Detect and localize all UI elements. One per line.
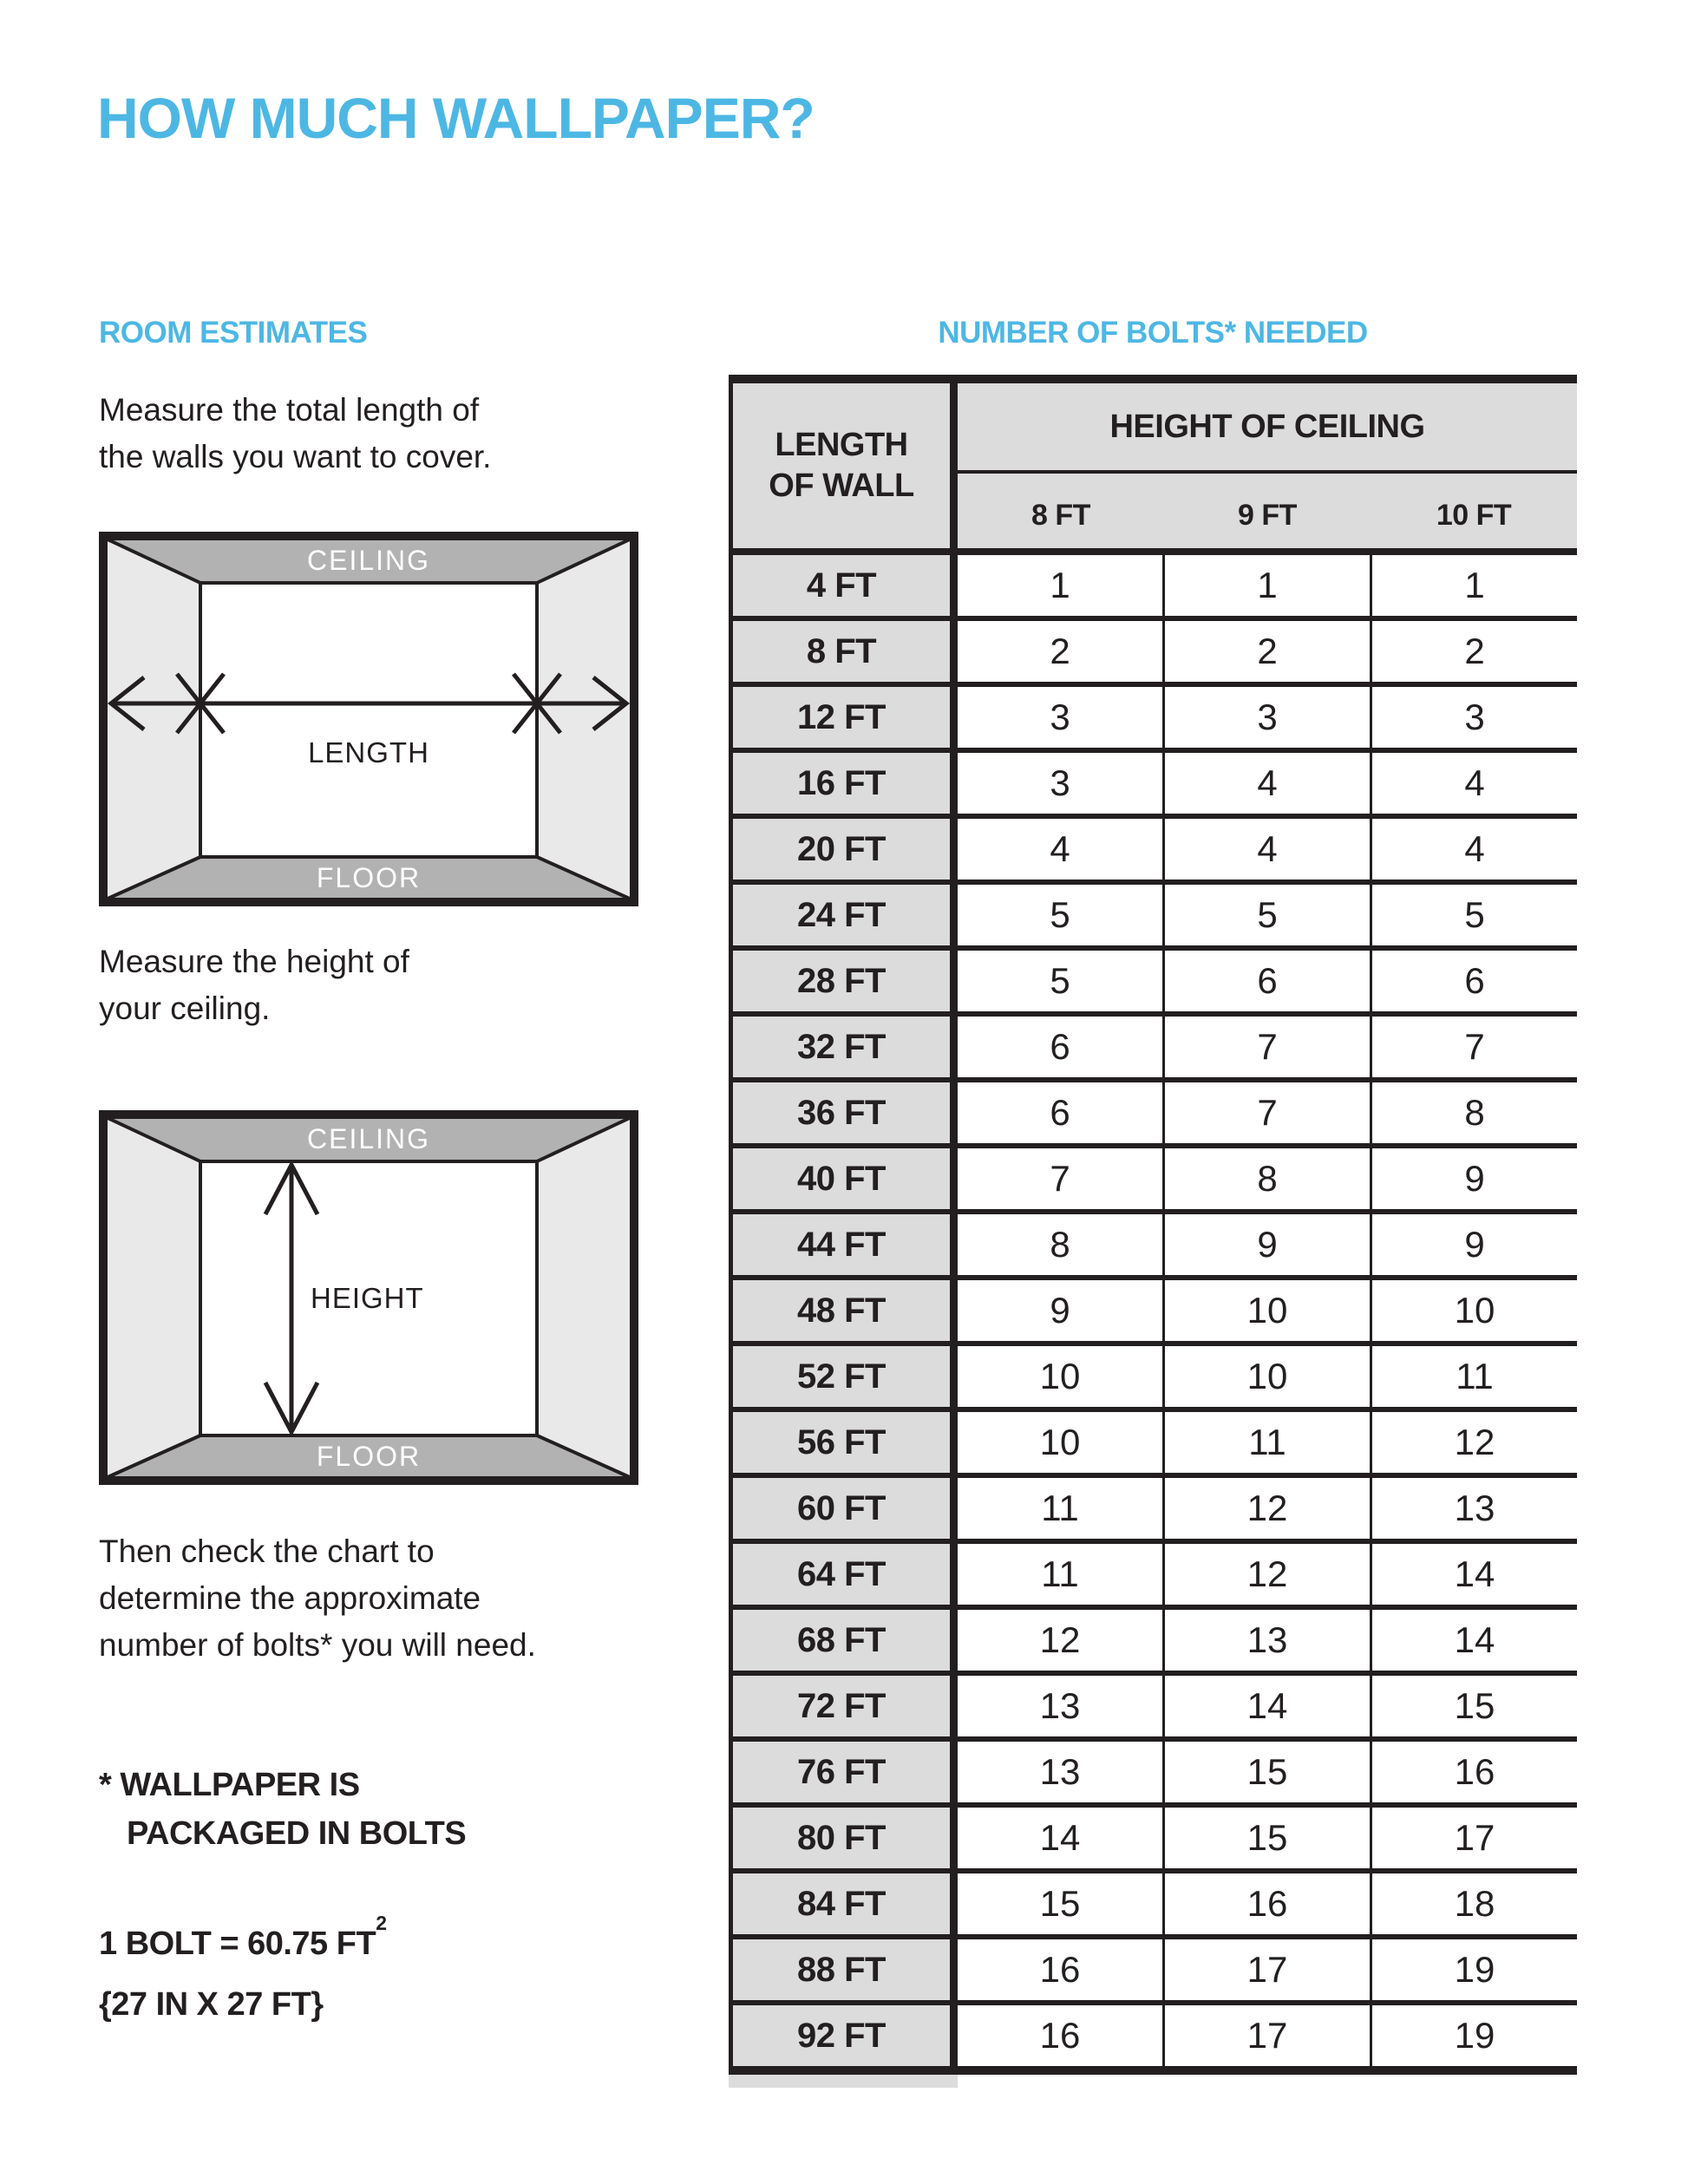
bolt-count-cell: 13	[1039, 1685, 1081, 1726]
room-height-diagram	[99, 1110, 638, 1485]
step1-text	[99, 387, 491, 481]
step2-line1: Measure the height of	[99, 944, 409, 979]
step3-line3: number of bolts* you will need.	[99, 1627, 536, 1663]
table-row	[733, 885, 1577, 951]
bolt-count-cell: 6	[1050, 1026, 1070, 1067]
bolt-count-cell: 15	[1162, 1742, 1370, 1802]
wall-length-cell: 24 FT	[733, 885, 958, 945]
bolt-count-cell: 15	[1162, 1808, 1370, 1868]
wall-length-cell: 32 FT	[733, 1017, 958, 1077]
wall-length-cell: 20 FT	[733, 819, 958, 879]
wall-length-cell: 88 FT	[733, 1939, 958, 2000]
bolt-count-cell: 16	[1039, 2015, 1081, 2056]
bolt-count-cells	[958, 1346, 1577, 1407]
bolt-count-cell: 12	[1370, 1412, 1577, 1473]
table-row	[733, 687, 1577, 753]
wall-length-cell: 36 FT	[733, 1082, 958, 1143]
bolt-count-cells	[958, 555, 1577, 616]
bolt-count-cell: 11	[1041, 1488, 1079, 1528]
height-of-ceiling-header: HEIGHT OF CEILING	[958, 383, 1577, 474]
bolt-count-cell: 8	[1370, 1082, 1577, 1143]
row-header-line1: LENGTH	[775, 427, 908, 463]
bolt-count-cell: 7	[1162, 1082, 1370, 1143]
bolt-count-cell: 13	[1039, 1751, 1081, 1792]
wall-length-cell: 68 FT	[733, 1610, 958, 1671]
bolt-count-cells	[958, 1676, 1577, 1736]
bolt-count-cell: 9	[1370, 1214, 1577, 1275]
wall-length-cell: 64 FT	[733, 1544, 958, 1605]
step3-text	[99, 1528, 536, 1669]
bolt-count-cells	[958, 951, 1577, 1011]
bolt-count-cells	[958, 1214, 1577, 1275]
step3-line1: Then check the chart to	[99, 1533, 435, 1569]
bolt-count-cells	[958, 1412, 1577, 1473]
bolts-table	[729, 375, 1577, 2088]
bolt-count-cell: 14	[1162, 1676, 1370, 1736]
wall-length-cell: 4 FT	[733, 555, 958, 616]
bolt-count-cell: 10	[1039, 1356, 1081, 1396]
bolt-count-cell: 8	[1162, 1148, 1370, 1209]
bolt-count-cell: 15	[1039, 1883, 1081, 1924]
table-row	[733, 1280, 1577, 1346]
bolt-count-cell: 7	[1050, 1158, 1070, 1199]
bolts-table-grid	[729, 375, 1577, 2075]
bolt-count-cell: 3	[1050, 762, 1070, 803]
bolt-count-cell: 12	[1162, 1478, 1370, 1539]
bolt-spec	[99, 1905, 386, 2035]
bolt-count-cells	[958, 1808, 1577, 1868]
wall-length-cell: 28 FT	[733, 951, 958, 1011]
bolt-footnote	[99, 1761, 466, 1858]
footnote-line2: PACKAGED IN BOLTS	[127, 1815, 467, 1852]
column-header-group	[958, 383, 1577, 548]
wall-length-cell: 8 FT	[733, 621, 958, 682]
bolt-count-cells	[958, 819, 1577, 879]
bolt-count-cell: 7	[1162, 1017, 1370, 1077]
bolt-spec-line1	[99, 1912, 387, 1962]
table-row	[733, 1214, 1577, 1280]
wall-length-cell: 92 FT	[733, 2005, 958, 2066]
bolt-count-cell: 4	[1370, 753, 1577, 814]
bolt-count-cell: 10	[1162, 1346, 1370, 1407]
bolt-count-cells	[958, 1939, 1577, 2000]
bolt-count-cell: 19	[1370, 1939, 1577, 2000]
row-header-line2: OF WALL	[769, 468, 914, 504]
table-row	[733, 2005, 1577, 2075]
bolt-count-cells	[958, 687, 1577, 748]
ceiling-height-subheaders	[958, 474, 1577, 548]
floor-label: FLOOR	[316, 862, 422, 893]
wall-length-cell: 76 FT	[733, 1742, 958, 1802]
label-column-stub	[729, 2075, 958, 2088]
room-length-diagram	[99, 532, 638, 906]
bolt-count-cell: 3	[1050, 696, 1070, 737]
bolt-count-cell: 16	[1162, 1873, 1370, 1934]
table-row	[733, 1412, 1577, 1478]
bolt-count-cell: 11	[1370, 1346, 1577, 1407]
bolt-count-cell: 16	[1039, 1949, 1081, 1990]
table-row	[733, 1742, 1577, 1808]
bolt-count-cell: 2	[1370, 621, 1577, 682]
bolt-count-cell: 3	[1370, 687, 1577, 748]
ceiling-label: CEILING	[306, 1123, 431, 1154]
room-estimates-heading: ROOM ESTIMATES	[99, 316, 368, 350]
wall-length-cell: 84 FT	[733, 1873, 958, 1934]
bolt-count-cells	[958, 1017, 1577, 1077]
bolt-count-cells	[958, 1082, 1577, 1143]
bolt-spec-line2: {27 IN X 27 FT}	[99, 1985, 324, 2023]
step2-line2: your ceiling.	[99, 991, 271, 1026]
bolt-count-cell: 12	[1162, 1544, 1370, 1605]
bolt-count-cells	[958, 1478, 1577, 1539]
bolt-count-cell: 15	[1370, 1676, 1577, 1736]
bolt-count-cells	[958, 1742, 1577, 1802]
bolt-count-cell: 11	[1041, 1553, 1079, 1594]
bolt-count-cell: 4	[1162, 819, 1370, 879]
table-row	[733, 819, 1577, 885]
bolt-count-cell: 1	[1050, 565, 1070, 605]
wall-length-cell: 40 FT	[733, 1148, 958, 1209]
bolt-count-cell: 5	[1162, 885, 1370, 945]
row-header-cell	[733, 383, 958, 548]
left-wall	[108, 1119, 200, 1476]
table-row	[733, 621, 1577, 687]
back-wall	[200, 583, 537, 857]
wall-length-cell: 80 FT	[733, 1808, 958, 1868]
bolt-count-cell: 6	[1370, 951, 1577, 1011]
bolt-count-cell: 4	[1050, 828, 1070, 869]
bolt-spec-superscript: 2	[376, 1912, 387, 1934]
bolt-count-cell: 14	[1370, 1610, 1577, 1671]
wall-length-cell: 16 FT	[733, 753, 958, 814]
bolt-count-cell: 10	[1370, 1280, 1577, 1341]
step1-line2: the walls you want to cover.	[99, 439, 492, 474]
bolt-count-cell: 3	[1162, 687, 1370, 748]
table-row	[733, 1939, 1577, 2005]
bolt-count-cell: 16	[1370, 1742, 1577, 1802]
table-row	[733, 1017, 1577, 1082]
wall-length-cell: 52 FT	[733, 1346, 958, 1407]
bolt-count-cell: 13	[1162, 1610, 1370, 1671]
table-row	[733, 1346, 1577, 1412]
table-row	[733, 1873, 1577, 1939]
table-row	[733, 1808, 1577, 1873]
wall-length-cell: 72 FT	[733, 1676, 958, 1736]
table-row	[733, 1676, 1577, 1742]
bolt-count-cell: 6	[1050, 1092, 1070, 1133]
bolt-count-cells	[958, 1873, 1577, 1934]
table-row	[733, 1478, 1577, 1544]
table-row	[733, 753, 1577, 819]
bolt-count-cell: 8	[1050, 1224, 1070, 1265]
bolt-count-cell: 7	[1370, 1017, 1577, 1077]
page-title: HOW MUCH WALLPAPER?	[97, 86, 815, 150]
table-row	[733, 1148, 1577, 1214]
step1-line1: Measure the total length of	[99, 392, 480, 428]
table-row	[733, 1610, 1577, 1676]
bolt-count-cells	[958, 2005, 1577, 2066]
bolt-count-cell: 6	[1162, 951, 1370, 1011]
table-row	[733, 555, 1577, 621]
bolt-count-cell: 17	[1162, 2005, 1370, 2066]
wall-length-cell: 60 FT	[733, 1478, 958, 1539]
bolt-count-cell: 5	[1050, 894, 1070, 935]
wall-length-cell: 56 FT	[733, 1412, 958, 1473]
footnote-line1: * WALLPAPER IS	[99, 1767, 360, 1803]
bolt-count-cell: 11	[1162, 1412, 1370, 1473]
bolt-count-cells	[958, 621, 1577, 682]
bolt-count-cell: 5	[1050, 960, 1070, 1001]
bolt-spec-line1-text: 1 BOLT = 60.75 FT	[99, 1925, 376, 1962]
wall-length-cell: 48 FT	[733, 1280, 958, 1341]
col-header-9ft: 9 FT	[1238, 498, 1297, 532]
table-header	[733, 383, 1577, 555]
bolt-count-cell: 12	[1039, 1619, 1081, 1660]
table-body	[733, 555, 1577, 2075]
bolt-count-cells	[958, 1148, 1577, 1209]
bolt-count-cells	[958, 1610, 1577, 1671]
bolt-count-cell: 5	[1370, 885, 1577, 945]
step2-text	[99, 938, 409, 1032]
length-label: LENGTH	[308, 736, 429, 768]
bolt-count-cell: 9	[1162, 1214, 1370, 1275]
bolt-count-cell: 10	[1039, 1422, 1081, 1462]
bolt-count-cell: 1	[1162, 555, 1370, 616]
bolt-count-cell: 4	[1370, 819, 1577, 879]
bolt-count-cell: 2	[1162, 621, 1370, 682]
floor-label: FLOOR	[316, 1441, 422, 1472]
bolt-count-cell: 14	[1039, 1817, 1081, 1858]
bolt-count-cell: 9	[1370, 1148, 1577, 1209]
bolt-count-cells	[958, 1544, 1577, 1605]
right-wall	[537, 1119, 630, 1476]
table-row	[733, 1082, 1577, 1148]
table-row	[733, 1544, 1577, 1610]
bolt-count-cell: 2	[1050, 631, 1070, 671]
bolt-count-cell: 9	[1050, 1290, 1070, 1331]
bolt-count-cells	[958, 885, 1577, 945]
col-header-10ft: 10 FT	[1436, 498, 1512, 532]
bolt-count-cell: 13	[1370, 1478, 1577, 1539]
bolt-count-cells	[958, 1280, 1577, 1341]
bolts-table-heading: NUMBER OF BOLTS* NEEDED	[938, 316, 1368, 350]
ceiling-label: CEILING	[306, 545, 431, 576]
bolt-count-cells	[958, 753, 1577, 814]
bolt-count-cell: 17	[1370, 1808, 1577, 1868]
bolt-count-cell: 4	[1162, 753, 1370, 814]
bolt-count-cell: 19	[1370, 2005, 1577, 2066]
wall-length-cell: 44 FT	[733, 1214, 958, 1275]
col-header-8ft: 8 FT	[1031, 498, 1090, 532]
table-row	[733, 951, 1577, 1017]
bolt-count-cell: 1	[1370, 555, 1577, 616]
bolt-count-cell: 18	[1370, 1873, 1577, 1934]
bolt-count-cell: 14	[1370, 1544, 1577, 1605]
height-label: HEIGHT	[311, 1282, 424, 1314]
bolt-count-cell: 10	[1162, 1280, 1370, 1341]
bolt-count-cell: 17	[1162, 1939, 1370, 2000]
step3-line2: determine the approximate	[99, 1580, 481, 1616]
wall-length-cell: 12 FT	[733, 687, 958, 748]
